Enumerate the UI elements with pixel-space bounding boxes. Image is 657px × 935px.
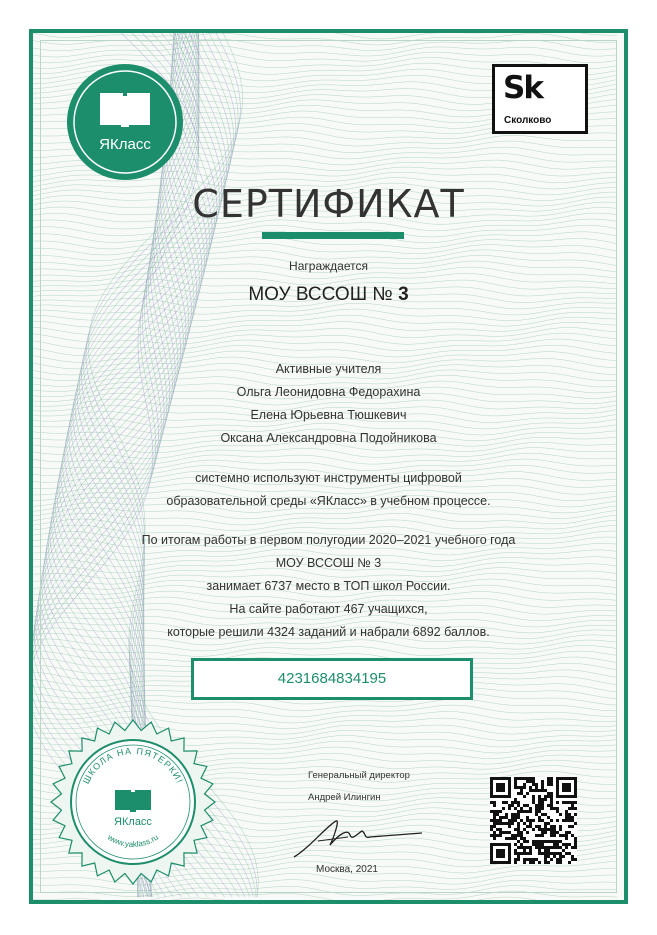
school-prefix: МОУ ВССОШ №: [248, 284, 393, 305]
teacher-name: Ольга Леонидовна Федорахина: [236, 385, 421, 399]
teacher-name: Оксана Александровна Подойникова: [220, 431, 437, 445]
skolkovo-mark: Sk: [503, 70, 542, 106]
results-line: которые решили 4324 заданий и набрали 6892 баллов.: [167, 625, 490, 639]
place-date: Москва, 2021: [316, 864, 378, 875]
title-underline: [262, 232, 404, 239]
skolkovo-name: Сколково: [504, 115, 552, 126]
certificate-code: 4231684834195: [191, 658, 473, 700]
teachers-heading: Активные учителя: [275, 362, 382, 376]
school-name: [33, 284, 624, 306]
seal-ring-text: ШКОЛА НА ПЯТЕРКИ!: [80, 745, 186, 786]
school-number: 3: [398, 284, 409, 305]
awarded-label: Награждается: [289, 259, 368, 273]
teacher-name: Елена Юрьевна Тюшкевич: [250, 408, 407, 422]
school-seal: [47, 716, 219, 888]
results-line: На сайте работают 467 учащихся,: [229, 602, 428, 616]
certificate-frame: [29, 29, 628, 904]
signatory-name: Андрей Илингин: [308, 792, 381, 803]
signatory-role: Генеральный директор: [308, 770, 410, 781]
results-line: МОУ ВССОШ № 3: [275, 556, 382, 570]
qr-code-icon: [490, 777, 577, 864]
results-line: По итогам работы в первом полугодии 2020–2021 учебного года: [141, 533, 516, 547]
results-line: занимает 6737 место в ТОП школ России.: [206, 579, 451, 593]
book-icon: [115, 790, 151, 812]
book-icon: [100, 93, 150, 127]
seal-url: www.yaklass.ru: [106, 832, 160, 849]
usage-line: образовательной среды «ЯКласс» в учебном процессе.: [166, 494, 491, 508]
signature-scribble: [288, 811, 428, 863]
skolkovo-logo: [492, 64, 588, 134]
seal-name: ЯКласс: [114, 816, 152, 828]
yaklass-logo: [66, 63, 184, 181]
certificate-title: СЕРТИФИКАТ: [192, 182, 465, 226]
yaklass-logo-text: ЯКласс: [99, 136, 151, 153]
usage-line: системно используют инструменты цифровой: [195, 471, 462, 485]
